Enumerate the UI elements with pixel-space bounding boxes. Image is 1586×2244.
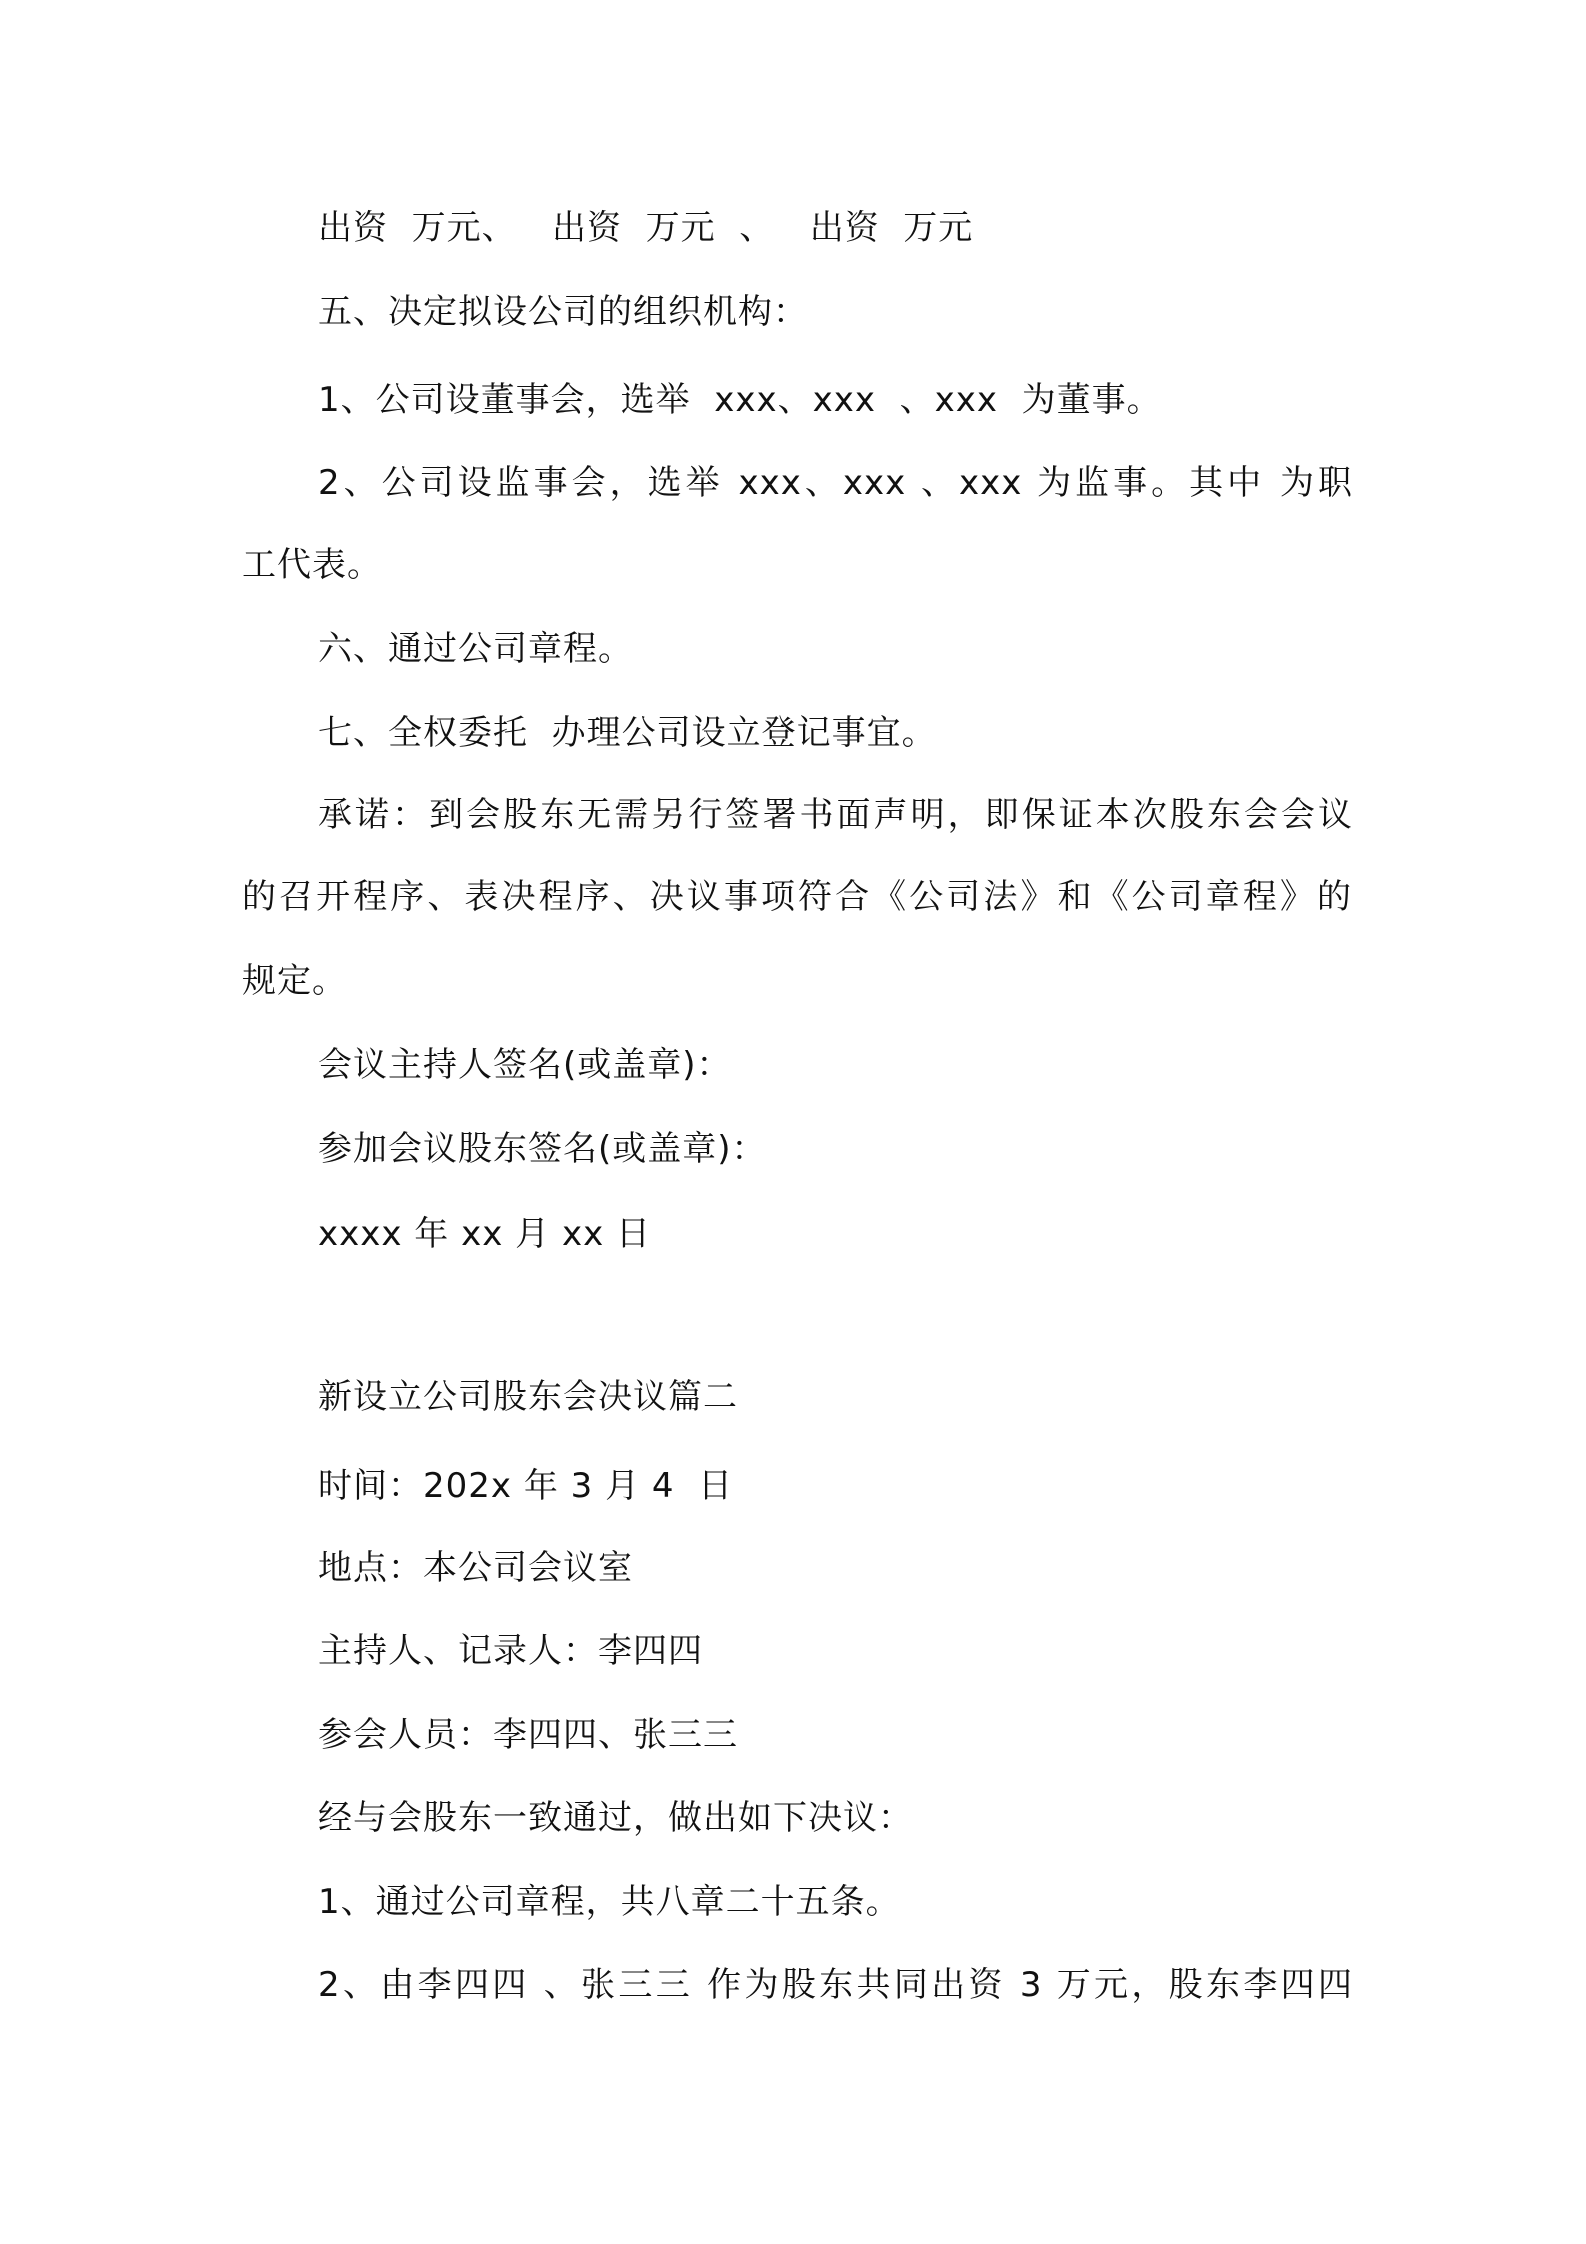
text-line-9: 的召开程序、表决程序、决议事项符合《公司法》和《公司章程》的 — [242, 877, 1352, 917]
text-line-4: 2、公司设监事会，选举 xxx、xxx 、xxx 为监事。其中 为职 — [318, 463, 1353, 503]
text-line-12: 参加会议股东签名(或盖章)： — [318, 1129, 767, 1169]
text-line-1: 出资 万元、 出资 万元 、 出资 万元 — [318, 208, 974, 248]
section-title: 新设立公司股东会决议篇二 — [318, 1377, 738, 1417]
text-line-10: 规定。 — [242, 961, 347, 1001]
text-line-7: 七、全权委托 办理公司设立登记事宜。 — [318, 713, 937, 753]
text-line-20: 1、通过公司章程，共八章二十五条。 — [318, 1882, 901, 1922]
text-line-11: 会议主持人签名(或盖章)： — [318, 1045, 732, 1085]
text-line-8: 承诺：到会股东无需另行签署书面声明，即保证本次股东会会议 — [318, 795, 1353, 835]
meeting-attendees: 参会人员：李四四、张三三 — [318, 1715, 738, 1755]
date-line: xxxx 年 xx 月 xx 日 — [318, 1214, 652, 1254]
meeting-host: 主持人、记录人：李四四 — [318, 1631, 703, 1671]
text-line-3: 1、公司设董事会，选举 xxx、xxx 、xxx 为董事。 — [318, 380, 1162, 420]
text-line-21: 2、由李四四 、张三三 作为股东共同出资 3 万元，股东李四四 — [318, 1965, 1353, 2005]
text-line-5: 工代表。 — [242, 545, 382, 585]
meeting-time: 时间：202x 年 3 月 4 日 — [318, 1466, 734, 1506]
text-line-19: 经与会股东一致通过，做出如下决议： — [318, 1798, 913, 1838]
meeting-location: 地点：本公司会议室 — [318, 1548, 633, 1588]
text-line-2: 五、决定拟设公司的组织机构： — [318, 292, 808, 332]
text-line-6: 六、通过公司章程。 — [318, 629, 633, 669]
